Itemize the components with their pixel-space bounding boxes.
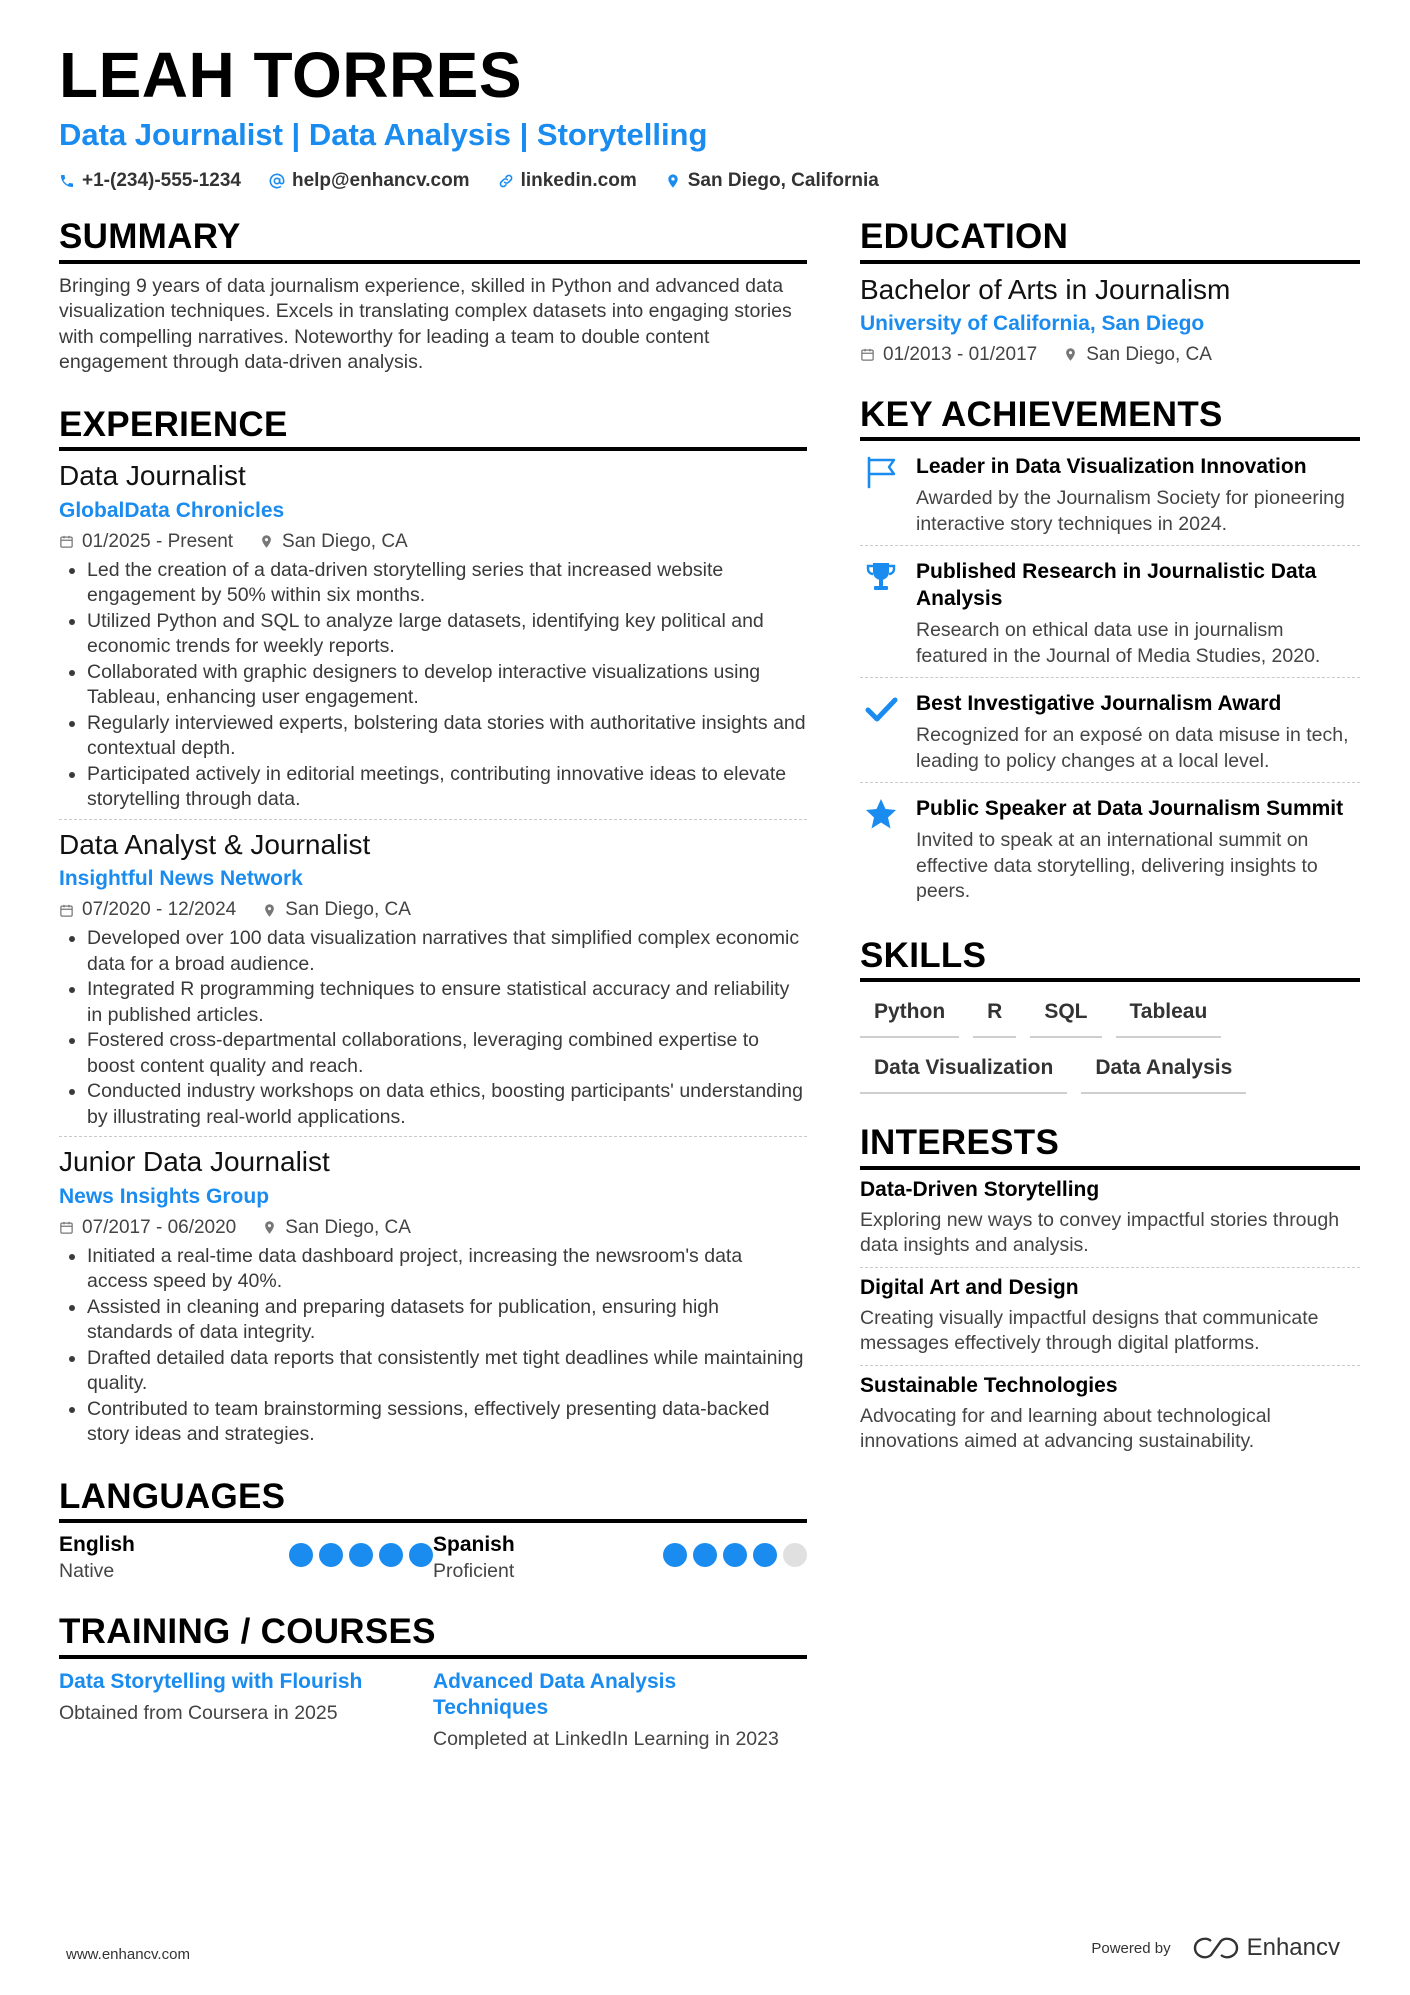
course-title: Data Storytelling with Flourish — [59, 1669, 363, 1693]
achievement-desc: Recognized for an exposé on data misuse in tech, leading to policy changes at a local level. — [916, 724, 1349, 772]
skills-list — [860, 996, 1360, 1094]
phone-icon — [59, 173, 75, 189]
interest-item — [860, 1170, 1360, 1268]
interest-title: Sustainable Technologies — [860, 1373, 1118, 1397]
experience-bullet: • Collaborated with graphic designers to develop interactive visualizations using Tableau, enhancing user engagement. — [87, 660, 807, 711]
link-icon — [498, 173, 514, 189]
job-title: Data Analyst & Journalist — [59, 828, 371, 860]
rating-dot — [753, 1543, 777, 1567]
achievement-item — [860, 678, 1360, 783]
languages-section — [59, 1478, 807, 1584]
summary-text: Bringing 9 years of data journalism experience, skilled in Python and advanced data visualization techniques. Excels in translating complex datasets into engaging stories with compelling narratives. Noteworthy for leading a team to double content engagement through data-driven analysis. — [59, 274, 792, 373]
skills-section — [860, 937, 1360, 1095]
experience-bullet: • Integrated R programming techniques to ensure statistical accuracy and reliability in published articles. — [87, 977, 807, 1028]
section-title-experience: EXPERIENCE — [59, 406, 807, 452]
course-title: Advanced Data Analysis Techniques — [433, 1669, 677, 1719]
interests-list — [860, 1170, 1360, 1463]
map-pin-icon — [665, 173, 681, 189]
achievement-title: Published Research in Journalistic Data Analysis — [916, 560, 1317, 610]
achievement-desc: Research on ethical data use in journalism featured in the Journal of Media Studies, 2020. — [916, 619, 1321, 667]
contact-bar — [59, 170, 879, 192]
job-meta — [59, 531, 807, 553]
education-dates — [860, 344, 1037, 366]
experience-list — [59, 451, 807, 1454]
calendar-icon — [860, 347, 875, 362]
map-pin-icon — [262, 1220, 277, 1235]
section-title-training: TRAINING / COURSES — [59, 1613, 807, 1659]
experience-bullet: • Contributed to team brainstorming sessions, effectively presenting data-backed story ideas and strategies. — [87, 1397, 807, 1448]
achievement-desc: Awarded by the Journalism Society for pioneering interactive story techniques in 2024. — [916, 487, 1345, 535]
experience-section — [59, 406, 807, 1454]
rating-dot — [723, 1543, 747, 1567]
footer-website[interactable]: www.enhancv.com — [66, 1946, 190, 1963]
experience-item — [59, 1137, 807, 1454]
job-dates-text: 01/2025 - Present — [82, 530, 234, 552]
summary-section — [59, 218, 807, 376]
experience-item — [59, 820, 807, 1138]
language-item — [59, 1533, 433, 1583]
skill-tag: Tableau — [1116, 996, 1222, 1038]
achievement-desc: Invited to speak at an international summit on effective data storytelling, delivering insights to peers. — [916, 829, 1318, 902]
calendar-icon — [59, 534, 74, 549]
calendar-icon — [59, 1220, 74, 1235]
language-item — [433, 1533, 807, 1583]
right-column — [860, 218, 1360, 1463]
map-pin-icon — [262, 903, 277, 918]
job-dates-text: 07/2017 - 06/2020 — [82, 1216, 237, 1238]
skill-tag: Data Analysis — [1081, 1052, 1246, 1094]
skill-tag: R — [973, 996, 1016, 1038]
footer-powered — [1091, 1934, 1340, 1962]
courses-list — [59, 1669, 807, 1753]
interests-section — [860, 1124, 1360, 1463]
interest-title: Digital Art and Design — [860, 1275, 1079, 1299]
flag-icon — [860, 453, 902, 537]
job-location — [262, 1217, 411, 1239]
job-dates — [59, 1217, 236, 1239]
interest-item — [860, 1268, 1360, 1366]
brand-logo[interactable] — [1193, 1934, 1340, 1962]
map-pin-icon — [259, 534, 274, 549]
website-text: linkedin.com — [520, 170, 637, 191]
job-dates — [59, 899, 236, 921]
education-degree: Bachelor of Arts in Journalism — [860, 273, 1231, 305]
headline: Data Journalist | Data Analysis | Storytelling — [59, 117, 708, 152]
rating-dot — [289, 1543, 313, 1567]
section-title-achievements: KEY ACHIEVEMENTS — [860, 396, 1360, 442]
education-location-text: San Diego, CA — [1086, 343, 1212, 365]
experience-bullet: • Developed over 100 data visualization narratives that simplified complex economic data for a broad audience. — [87, 926, 807, 977]
job-bullets — [59, 1244, 807, 1448]
checkmark-icon — [860, 690, 902, 774]
rating-dot — [663, 1543, 687, 1567]
language-name: Spanish — [433, 1533, 515, 1557]
rating-dot — [409, 1543, 433, 1567]
experience-bullet: • Initiated a real-time data dashboard project, increasing the newsroom's data access speed by 40%. — [87, 1244, 807, 1295]
languages-list — [59, 1533, 807, 1583]
job-location-text: San Diego, CA — [282, 530, 408, 552]
experience-bullet: • Participated actively in editorial meetings, contributing innovative ideas to elevate storytelling through data. — [87, 762, 807, 813]
education-school: University of California, San Diego — [860, 311, 1205, 335]
phone-text: +1-(234)-555-1234 — [82, 170, 241, 191]
rating-dot — [319, 1543, 343, 1567]
job-company: News Insights Group — [59, 1184, 270, 1208]
experience-bullet: • Assisted in cleaning and preparing datasets for publication, ensuring high standards of data integrity. — [87, 1295, 807, 1346]
skill-tag: SQL — [1030, 996, 1101, 1038]
trophy-icon — [860, 558, 902, 669]
brand-name: Enhancv — [1246, 1934, 1340, 1961]
contact-linkedin[interactable] — [498, 170, 637, 192]
skill-tag: Python — [860, 996, 959, 1038]
location-text: San Diego, California — [687, 170, 879, 191]
job-location-text: San Diego, CA — [285, 899, 411, 921]
powered-by-label: Powered by — [1091, 1939, 1171, 1957]
job-location-text: San Diego, CA — [285, 1216, 411, 1238]
rating-dot — [349, 1543, 373, 1567]
course-desc: Obtained from Coursera in 2025 — [59, 1701, 338, 1724]
experience-bullet: • Led the creation of a data-driven storytelling series that increased website engagement by 50% within six months. — [87, 558, 807, 609]
section-title-summary: SUMMARY — [59, 218, 807, 264]
language-level: Native — [59, 1560, 115, 1583]
language-rating — [289, 1543, 433, 1567]
achievements-list — [860, 441, 1360, 913]
job-company: Insightful News Network — [59, 867, 303, 891]
experience-bullet: • Regularly interviewed experts, bolstering data stories with authoritative insights and contextual depth. — [87, 711, 807, 762]
contact-location — [665, 170, 879, 192]
job-bullets — [59, 926, 807, 1130]
achievement-title: Best Investigative Journalism Award — [916, 692, 1282, 715]
job-meta — [59, 1217, 807, 1239]
interest-desc: Creating visually impactful designs that communicate messages effectively through digital platforms. — [860, 1306, 1319, 1354]
section-title-languages: LANGUAGES — [59, 1478, 807, 1524]
experience-bullet: • Drafted detailed data reports that consistently met tight deadlines while maintaining quality. — [87, 1346, 807, 1397]
section-title-skills: SKILLS — [860, 937, 1360, 983]
course-item — [433, 1669, 807, 1753]
language-level: Proficient — [433, 1560, 515, 1583]
job-location — [259, 531, 408, 553]
enhancv-logo-icon — [1193, 1937, 1239, 1959]
at-icon — [269, 173, 285, 189]
education-section — [860, 218, 1360, 366]
achievement-item — [860, 546, 1360, 678]
experience-bullet: • Conducted industry workshops on data ethics, boosting participants' understanding by illustrating real-world applications. — [87, 1079, 807, 1130]
map-pin-icon — [1063, 347, 1078, 362]
skill-tag: Data Visualization — [860, 1052, 1067, 1094]
training-section — [59, 1613, 807, 1752]
job-company: GlobalData Chronicles — [59, 498, 285, 522]
course-desc: Completed at LinkedIn Learning in 2023 — [433, 1727, 779, 1750]
job-title: Data Journalist — [59, 460, 246, 491]
job-meta — [59, 899, 807, 921]
calendar-icon — [59, 903, 74, 918]
achievement-item — [860, 783, 1360, 913]
experience-bullet: • Utilized Python and SQL to analyze large datasets, identifying key political and economic trends for weekly reports. — [87, 609, 807, 660]
course-item — [59, 1669, 433, 1753]
job-title: Junior Data Journalist — [59, 1146, 330, 1178]
language-name: English — [59, 1533, 135, 1557]
rating-dot — [379, 1543, 403, 1567]
email-text: help@enhancv.com — [291, 170, 470, 191]
education-location — [1063, 344, 1212, 366]
job-dates-text: 07/2020 - 12/2024 — [82, 899, 237, 921]
job-bullets — [59, 558, 807, 813]
candidate-name: LEAH TORRES — [59, 39, 523, 111]
star-icon — [860, 795, 902, 905]
interest-title: Data-Driven Storytelling — [860, 1177, 1100, 1201]
interest-desc: Advocating for and learning about technological innovations aimed at advancing sustainability. — [860, 1404, 1271, 1452]
interest-desc: Exploring new ways to convey impactful stories through data insights and analysis. — [860, 1208, 1340, 1256]
left-column — [59, 218, 807, 1752]
education-dates-text: 01/2013 - 01/2017 — [883, 343, 1038, 365]
achievement-title: Leader in Data Visualization Innovation — [916, 455, 1307, 478]
contact-email[interactable] — [269, 170, 470, 192]
section-title-interests: INTERESTS — [860, 1124, 1360, 1170]
achievement-title: Public Speaker at Data Journalism Summit — [916, 797, 1344, 820]
job-location — [262, 899, 411, 921]
interest-item — [860, 1366, 1360, 1463]
achievement-item — [860, 441, 1360, 546]
language-rating — [663, 1543, 807, 1567]
rating-dot — [693, 1543, 717, 1567]
experience-bullet: • Fostered cross-departmental collaborations, leveraging combined expertise to boost content quality and reach. — [87, 1028, 807, 1079]
experience-item — [59, 451, 807, 820]
section-title-education: EDUCATION — [860, 218, 1360, 264]
job-dates — [59, 531, 233, 553]
contact-phone[interactable] — [59, 170, 241, 192]
achievements-section — [860, 396, 1360, 913]
rating-dot — [783, 1543, 807, 1567]
education-meta — [860, 344, 1360, 366]
